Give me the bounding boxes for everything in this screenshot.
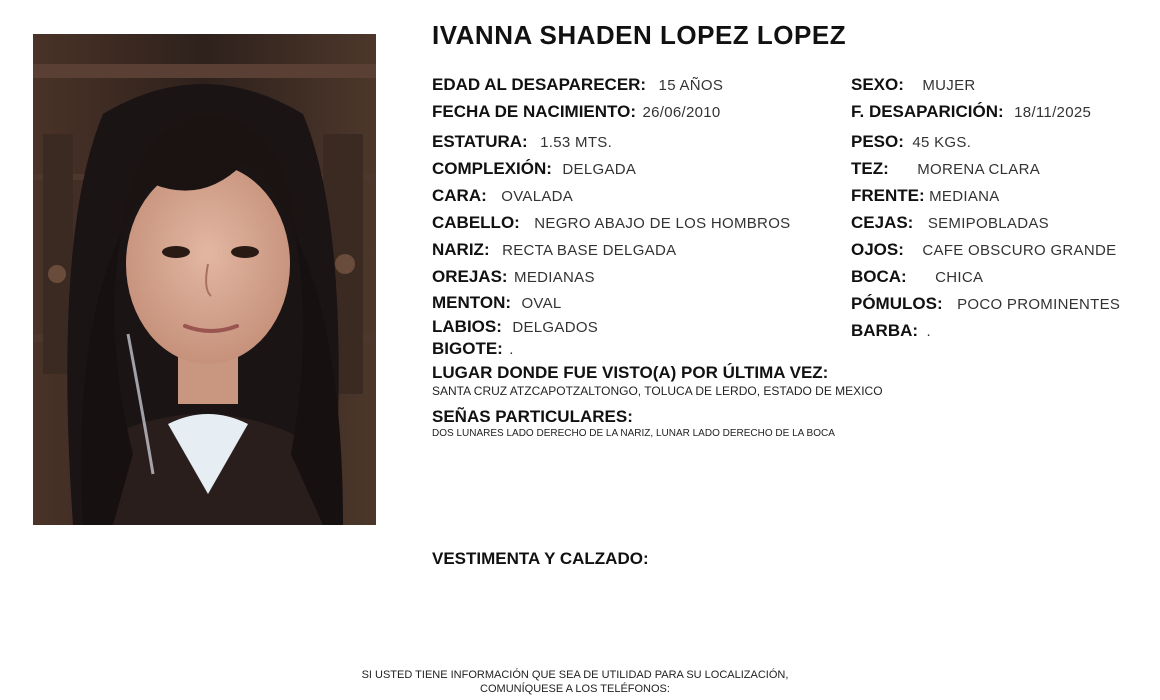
field-cara bbox=[432, 186, 573, 207]
field-nariz bbox=[432, 240, 676, 261]
clothing-title: VESTIMENTA Y CALZADO: bbox=[432, 549, 649, 568]
field-label: NARIZ: bbox=[432, 240, 490, 259]
field-label: LABIOS: bbox=[432, 317, 502, 336]
field-value: NEGRO ABAJO DE LOS HOMBROS bbox=[534, 215, 791, 232]
field-label: PESO: bbox=[851, 132, 904, 151]
field-label: CARA: bbox=[432, 186, 487, 205]
field-value: 45 KGS. bbox=[912, 134, 972, 151]
field-value: CHICA bbox=[935, 269, 984, 286]
field-value: MUJER bbox=[922, 77, 976, 94]
field-f-desaparicion bbox=[851, 102, 1091, 123]
field-label: PÓMULOS: bbox=[851, 294, 943, 313]
field-complexion bbox=[432, 159, 636, 180]
field-label: BARBA: bbox=[851, 321, 919, 340]
field-label: CABELLO: bbox=[432, 213, 520, 232]
field-value: SEMIPOBLADAS bbox=[927, 215, 1049, 232]
field-value: DELGADOS bbox=[512, 319, 599, 336]
field-edad bbox=[432, 75, 723, 96]
field-value: MEDIANA bbox=[929, 188, 1000, 205]
field-label: OJOS: bbox=[851, 240, 904, 259]
field-pomulos bbox=[851, 294, 1120, 315]
field-value: 18/11/2025 bbox=[1014, 104, 1092, 121]
field-label: FRENTE: bbox=[851, 186, 925, 205]
field-label: COMPLEXIÓN: bbox=[432, 159, 552, 178]
field-label: MENTON: bbox=[432, 293, 512, 312]
field-orejas bbox=[432, 267, 595, 288]
field-value: . bbox=[926, 323, 931, 340]
field-value: MORENA CLARA bbox=[917, 161, 1041, 178]
field-bigote bbox=[432, 339, 514, 360]
marks-title: SEÑAS PARTICULARES: bbox=[432, 407, 633, 426]
last-seen-title: LUGAR DONDE FUE VISTO(A) POR ÚLTIMA VEZ: bbox=[432, 363, 829, 382]
field-peso bbox=[851, 132, 971, 153]
field-label: BOCA: bbox=[851, 267, 907, 286]
field-cabello bbox=[432, 213, 790, 234]
field-boca bbox=[851, 267, 983, 288]
field-cejas bbox=[851, 213, 1049, 234]
field-tez bbox=[851, 159, 1040, 180]
field-menton bbox=[432, 293, 562, 314]
field-value: POCO PROMINENTES bbox=[957, 296, 1121, 313]
field-label: ESTATURA: bbox=[432, 132, 528, 151]
field-labios bbox=[432, 317, 598, 338]
footer-line-2: COMUNÍQUESE A LOS TELÉFONOS: bbox=[480, 683, 670, 695]
field-barba bbox=[851, 321, 931, 342]
field-frente bbox=[851, 186, 1000, 207]
field-label: TEZ: bbox=[851, 159, 889, 178]
field-label: SEXO: bbox=[851, 75, 904, 94]
field-sexo bbox=[851, 75, 976, 96]
field-value: 26/06/2010 bbox=[642, 104, 721, 121]
field-value: RECTA BASE DELGADA bbox=[502, 242, 677, 259]
person-photo bbox=[33, 34, 376, 525]
person-name: IVANNA SHADEN LOPEZ LOPEZ bbox=[432, 20, 847, 50]
footer-line-1: SI USTED TIENE INFORMACIÓN QUE SEA DE UTILIDAD PARA SU LOCALIZACIÓN, bbox=[361, 669, 789, 681]
field-value: 15 AÑOS bbox=[658, 77, 724, 94]
field-value: OVAL bbox=[521, 295, 562, 312]
field-value: . bbox=[509, 341, 514, 358]
field-label: BIGOTE: bbox=[432, 339, 503, 358]
field-label: F. DESAPARICIÓN: bbox=[851, 102, 1004, 121]
field-label: EDAD AL DESAPARECER: bbox=[432, 75, 647, 94]
marks-value: DOS LUNARES LADO DERECHO DE LA NARIZ, LUNAR LADO DERECHO DE LA BOCA bbox=[432, 428, 835, 439]
field-fecha-nacimiento bbox=[432, 102, 721, 123]
field-value: MEDIANAS bbox=[514, 269, 595, 286]
field-value: OVALADA bbox=[501, 188, 574, 205]
field-label: FECHA DE NACIMIENTO: bbox=[432, 102, 636, 121]
footer-notice bbox=[320, 668, 830, 696]
field-ojos bbox=[851, 240, 1116, 261]
field-label: CEJAS: bbox=[851, 213, 914, 232]
field-value: 1.53 MTS. bbox=[540, 134, 613, 151]
field-estatura bbox=[432, 132, 612, 153]
field-value: DELGADA bbox=[562, 161, 637, 178]
field-value: CAFE OBSCURO GRANDE bbox=[922, 242, 1117, 259]
field-label: OREJAS: bbox=[432, 267, 508, 286]
last-seen-value: SANTA CRUZ ATZCAPOTZALTONGO, TOLUCA DE LERDO, ESTADO DE MEXICO bbox=[432, 384, 883, 398]
